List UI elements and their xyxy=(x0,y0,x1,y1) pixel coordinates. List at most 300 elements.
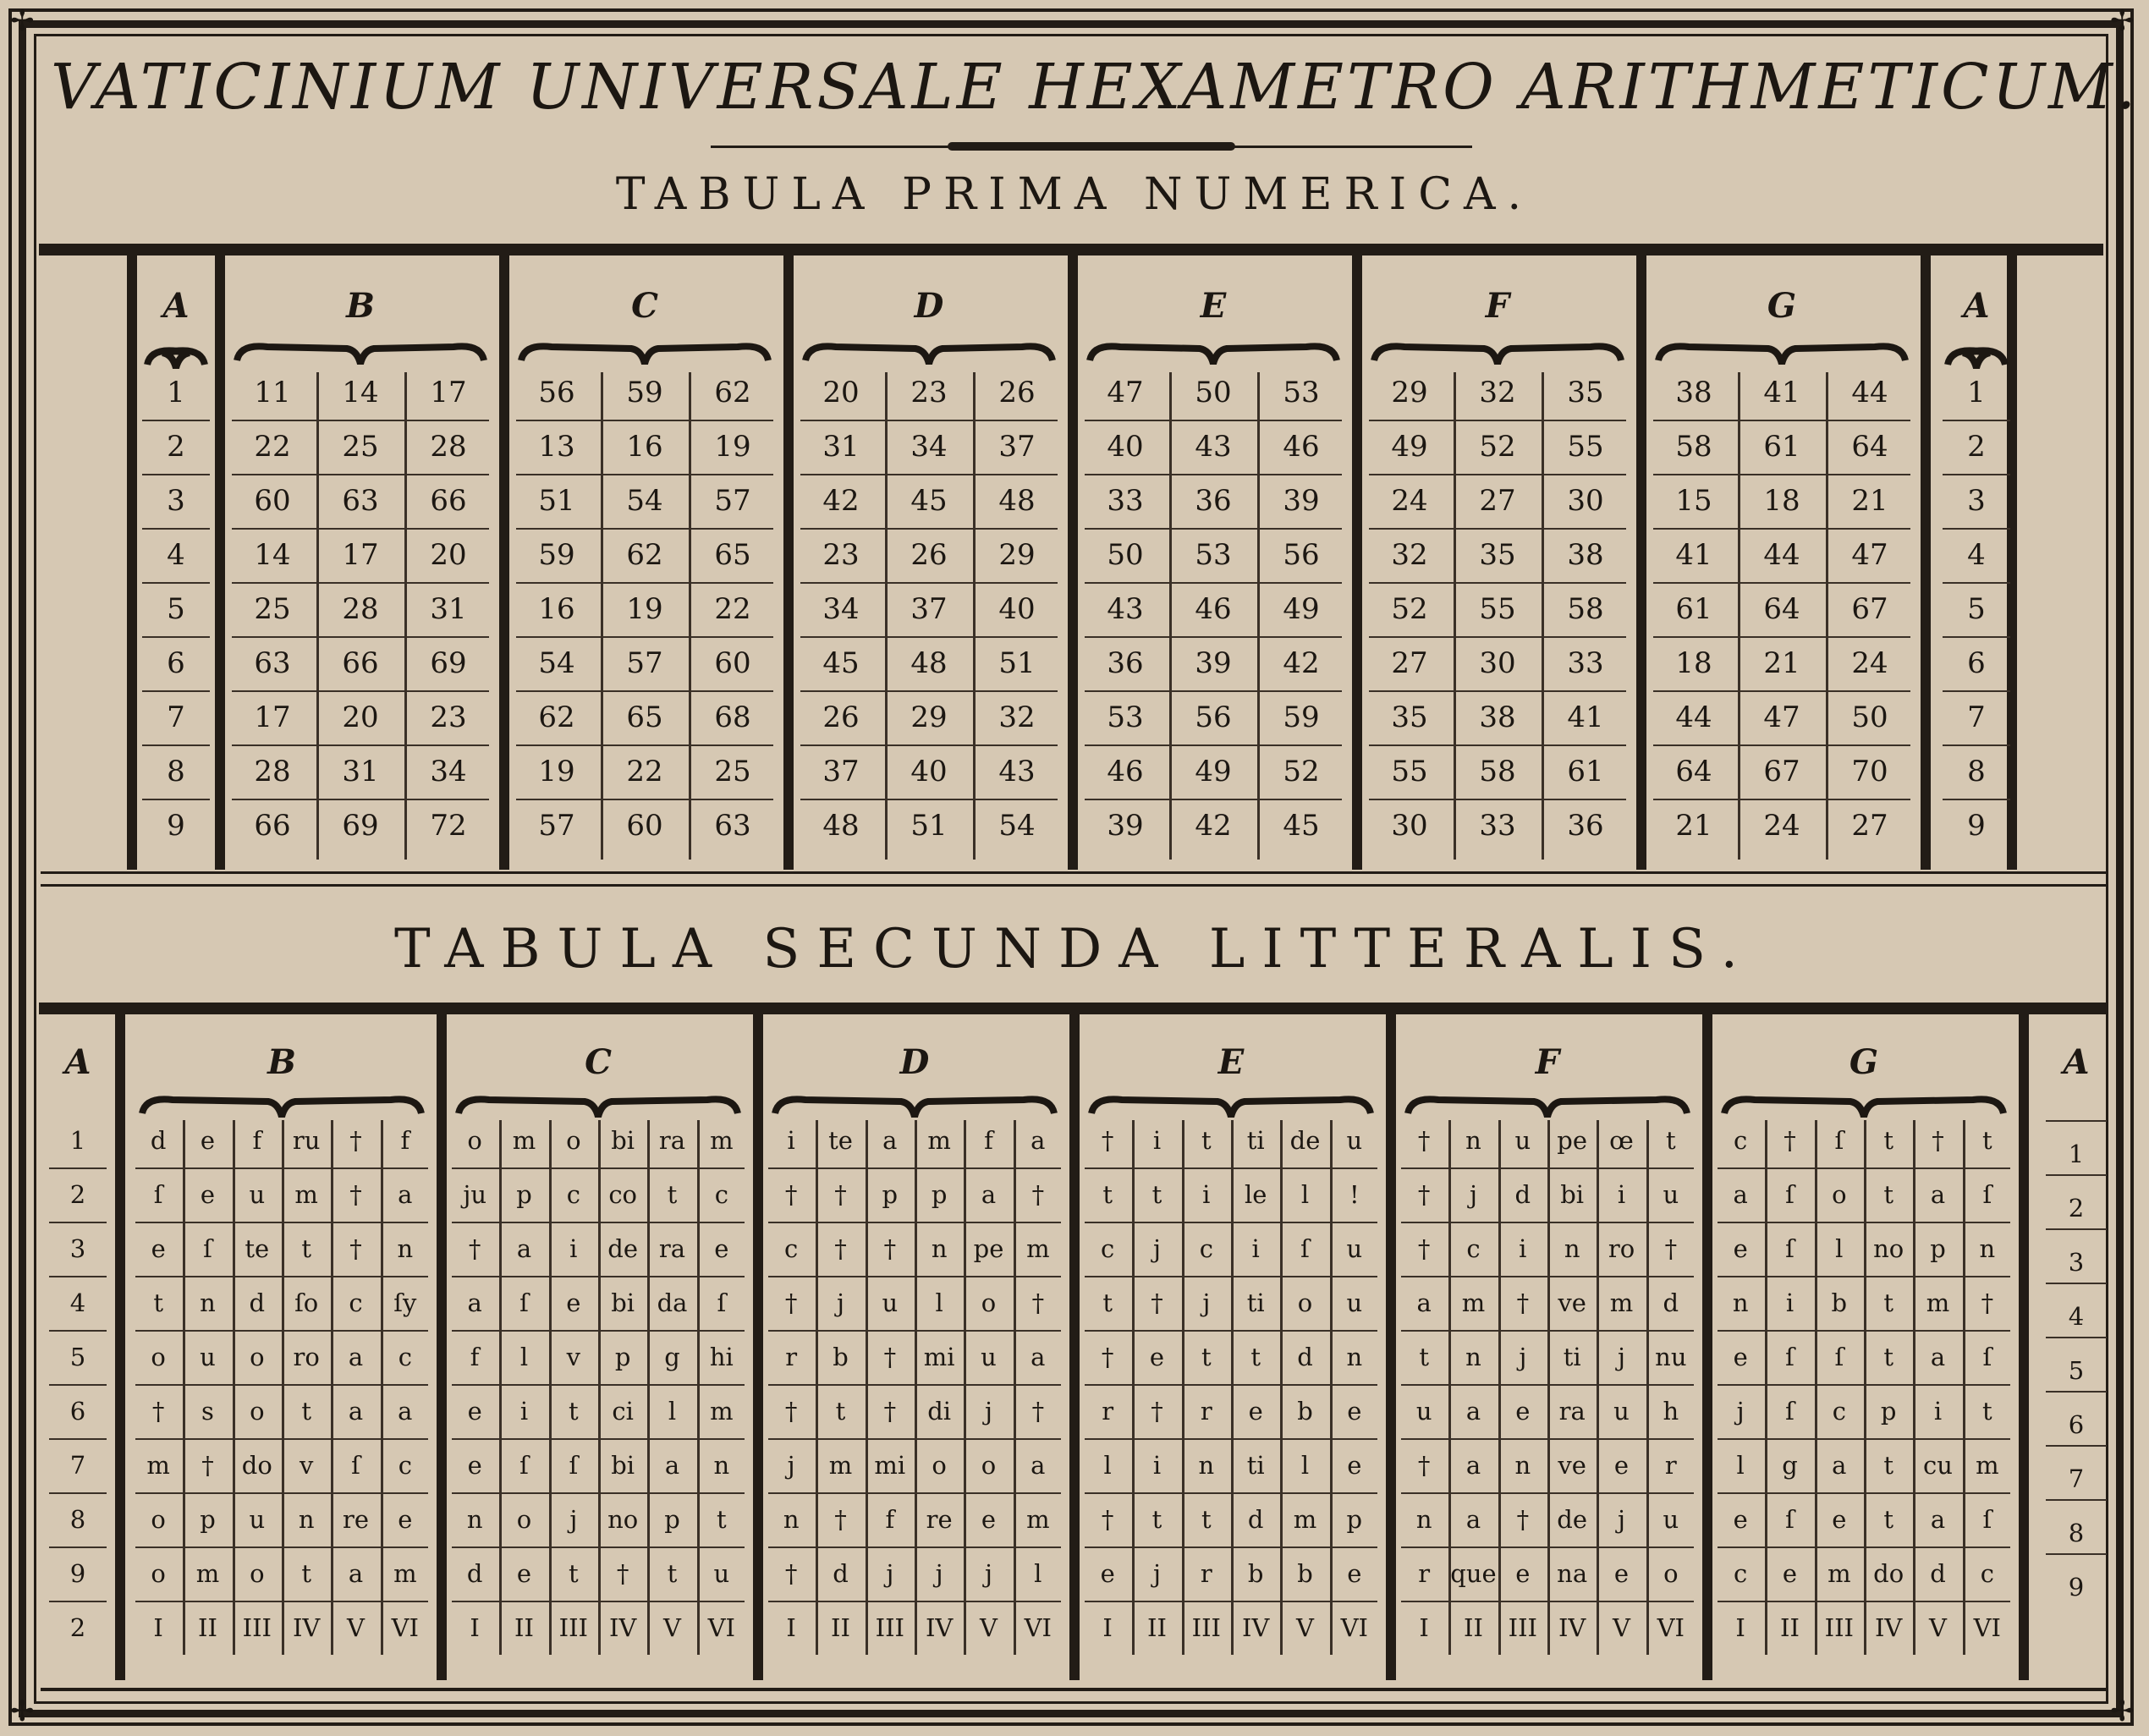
letter-cell: o xyxy=(1663,1559,1679,1588)
letter-cell: e xyxy=(467,1397,482,1426)
number-cell: 52 xyxy=(1391,592,1428,626)
letter-cell: j xyxy=(1519,1343,1527,1371)
number-cell: 19 xyxy=(626,592,663,626)
letter-cell: r xyxy=(1418,1559,1431,1588)
letter-cell: b xyxy=(1247,1559,1264,1588)
letter-cell: † xyxy=(784,1559,798,1588)
number-cell: 47 xyxy=(1107,376,1144,409)
number-cell: 44 xyxy=(1851,376,1888,409)
letter-cell: t xyxy=(1151,1505,1162,1534)
roman-numeral-cell: V xyxy=(980,1613,998,1642)
row-rule xyxy=(2046,1228,2107,1230)
letter-cell: ra xyxy=(658,1234,686,1263)
letter-cell: n xyxy=(1415,1505,1432,1534)
row-label: 9 xyxy=(69,1559,86,1588)
letter-cell: o xyxy=(516,1505,532,1534)
roman-numeral-cell: II xyxy=(831,1613,850,1642)
letter-cell: ſ xyxy=(1834,1126,1844,1155)
number-cell: 33 xyxy=(1107,484,1144,518)
page-title: VATICINIUM UNIVERSALE HEXAMETRO ARITHMETICUM. xyxy=(51,51,2140,124)
number-cell: 35 xyxy=(1567,376,1604,409)
number-cell: 48 xyxy=(998,484,1036,518)
letter-cell: ſ xyxy=(519,1451,529,1480)
letter-cell: m xyxy=(710,1397,734,1426)
letter-cell: e xyxy=(1733,1343,1748,1371)
letter-cell: c xyxy=(714,1180,728,1209)
letter-cell: c xyxy=(1832,1397,1846,1426)
letter-cell: b xyxy=(833,1343,849,1371)
row-rule xyxy=(2046,1391,2107,1393)
letter-cell: a xyxy=(467,1288,482,1317)
number-cell: 29 xyxy=(910,700,948,734)
number-cell: 49 xyxy=(1283,592,1320,626)
letter-cell: † xyxy=(1151,1288,1163,1317)
number-cell: 51 xyxy=(998,646,1036,680)
roman-numeral-cell: I xyxy=(786,1613,796,1642)
row-label-right: 2 xyxy=(2068,1194,2085,1222)
roman-numeral-cell: V xyxy=(1929,1613,1947,1642)
number-cell: 50 xyxy=(1195,376,1232,409)
row-rule xyxy=(2046,1499,2107,1501)
column-divider xyxy=(1636,254,1646,870)
letter-cell: na xyxy=(1557,1559,1588,1588)
group-header: G xyxy=(1849,1042,1879,1082)
roman-numeral-cell: V xyxy=(1296,1613,1314,1642)
letter-cell: e xyxy=(1733,1505,1748,1534)
letter-cell: j xyxy=(1617,1343,1625,1371)
letter-cell: n xyxy=(200,1288,216,1317)
letter-cell: m xyxy=(195,1559,220,1588)
row-rule xyxy=(1943,744,2010,746)
letter-cell: † xyxy=(784,1180,798,1209)
number-cell: 34 xyxy=(910,430,948,464)
letter-cell: o xyxy=(981,1288,997,1317)
number-cell: 29 xyxy=(998,538,1036,572)
number-cell: 45 xyxy=(822,646,860,680)
roman-numeral-cell: I xyxy=(470,1613,480,1642)
letter-cell: u xyxy=(1346,1126,1363,1155)
letter-cell: p xyxy=(1346,1505,1363,1534)
number-cell: 61 xyxy=(1675,592,1712,626)
section-divider xyxy=(41,871,2108,874)
letter-cell: l xyxy=(1736,1451,1745,1480)
table2-title: TABULA SECUNDA LITTERALIS. xyxy=(394,918,1755,981)
row-label-right: 6 xyxy=(2068,1410,2085,1439)
number-cell: 63 xyxy=(342,484,379,518)
letter-cell: † xyxy=(151,1397,165,1426)
letter-cell: i xyxy=(1152,1126,1162,1155)
letter-cell: ſo xyxy=(294,1288,319,1317)
column-divider xyxy=(437,1012,447,1680)
letter-cell: d xyxy=(150,1126,167,1155)
group-header: E xyxy=(1200,286,1227,326)
number-cell: 27 xyxy=(1851,809,1888,843)
letter-cell: n xyxy=(1198,1451,1215,1480)
letter-cell: e xyxy=(467,1451,482,1480)
number-cell: 15 xyxy=(1675,484,1712,518)
title-rule-ornament xyxy=(948,142,1235,151)
column-divider xyxy=(127,254,137,870)
number-cell: 25 xyxy=(342,430,379,464)
letter-cell: t xyxy=(1883,1288,1893,1317)
letter-cell: nu xyxy=(1655,1343,1687,1371)
letter-cell: n xyxy=(1514,1451,1531,1480)
letter-cell: † xyxy=(1417,1451,1431,1480)
number-cell: 30 xyxy=(1567,484,1604,518)
number-cell: 53 xyxy=(1107,700,1144,734)
group-header: C xyxy=(631,286,658,326)
column-divider xyxy=(499,254,509,870)
letter-cell: f xyxy=(252,1126,262,1155)
letter-cell: o xyxy=(250,1397,265,1426)
letter-cell: a xyxy=(1930,1343,1946,1371)
row-rule xyxy=(142,528,210,530)
number-cell: 64 xyxy=(1763,592,1800,626)
letter-cell: ſ xyxy=(1834,1343,1844,1371)
number-cell: 36 xyxy=(1195,484,1232,518)
number-cell: 41 xyxy=(1567,700,1604,734)
number-cell: 31 xyxy=(822,430,860,464)
roman-numeral-cell: IV xyxy=(925,1613,954,1642)
letter-cell: m xyxy=(828,1451,853,1480)
number-cell: 42 xyxy=(822,484,860,518)
letter-cell: œ xyxy=(1609,1126,1634,1155)
letter-cell: † xyxy=(883,1234,897,1263)
letter-cell: a xyxy=(882,1126,898,1155)
letter-cell: r xyxy=(1200,1559,1212,1588)
number-cell: 69 xyxy=(430,646,467,680)
letter-cell: que xyxy=(1450,1559,1497,1588)
group-header: D xyxy=(899,1042,930,1082)
row-label-right: 9 xyxy=(2068,1573,2085,1601)
row-label-right: 9 xyxy=(1967,809,1986,843)
number-cell: 59 xyxy=(1283,700,1320,734)
roman-numeral-cell: IV xyxy=(1241,1613,1270,1642)
letter-cell: u xyxy=(1346,1288,1363,1317)
letter-cell: † xyxy=(1031,1288,1045,1317)
letter-cell: c xyxy=(398,1451,412,1480)
letter-cell: i xyxy=(1519,1234,1527,1263)
letter-cell: u xyxy=(981,1343,997,1371)
letter-cell: f xyxy=(885,1505,895,1534)
letter-cell: † xyxy=(1101,1126,1114,1155)
letter-cell: te xyxy=(245,1234,270,1263)
letter-cell: o xyxy=(566,1126,581,1155)
row-label: 8 xyxy=(69,1505,86,1534)
number-cell: 55 xyxy=(1567,430,1604,464)
number-cell: 52 xyxy=(1283,755,1320,788)
number-cell: 27 xyxy=(1391,646,1428,680)
letter-cell: t xyxy=(1250,1343,1261,1371)
letter-cell: e xyxy=(1100,1559,1115,1588)
letter-cell: ſ xyxy=(153,1180,163,1209)
row-rule xyxy=(1943,474,2010,475)
letter-cell: † xyxy=(349,1234,362,1263)
number-cell: 57 xyxy=(626,646,663,680)
row-rule xyxy=(49,1438,107,1440)
roman-numeral-cell: I xyxy=(1735,1613,1745,1642)
letter-cell: l xyxy=(519,1343,529,1371)
roman-numeral-cell: II xyxy=(1780,1613,1800,1642)
number-cell: 23 xyxy=(822,538,860,572)
row-rule xyxy=(2046,1337,2107,1338)
letter-cell: e xyxy=(1733,1234,1748,1263)
letter-cell: do xyxy=(1873,1559,1904,1588)
letter-cell: bi xyxy=(1560,1180,1585,1209)
letter-cell: e xyxy=(1515,1559,1531,1588)
number-cell: 32 xyxy=(1479,376,1516,409)
letter-cell: a xyxy=(348,1397,364,1426)
letter-cell: n xyxy=(931,1234,948,1263)
letter-cell: c xyxy=(784,1234,799,1263)
number-cell: 49 xyxy=(1391,430,1428,464)
row-label: 9 xyxy=(167,809,185,843)
number-cell: 46 xyxy=(1107,755,1144,788)
letter-cell: n xyxy=(1465,1343,1481,1371)
letter-cell: a xyxy=(348,1343,364,1371)
letter-cell: l xyxy=(668,1397,677,1426)
letter-cell: ro xyxy=(1608,1234,1635,1263)
number-cell: 35 xyxy=(1479,538,1516,572)
number-cell: 58 xyxy=(1567,592,1604,626)
corner-ornament-top-right: ✢ xyxy=(2110,4,2135,38)
section-divider xyxy=(41,884,2108,887)
number-cell: 58 xyxy=(1479,755,1516,788)
letter-cell: e xyxy=(200,1180,216,1209)
letter-cell: e xyxy=(1613,1559,1630,1588)
letter-cell: j xyxy=(1152,1234,1161,1263)
roman-numeral-cell: I xyxy=(1102,1613,1113,1642)
letter-cell: t xyxy=(1883,1126,1893,1155)
letter-cell: ſ xyxy=(1785,1180,1794,1209)
letter-cell: m xyxy=(1026,1505,1050,1534)
letter-cell: p xyxy=(200,1505,216,1534)
column-divider xyxy=(1702,1012,1712,1680)
number-cell: 37 xyxy=(910,592,948,626)
letter-cell: m xyxy=(294,1180,318,1209)
letter-cell: a xyxy=(1832,1451,1847,1480)
letter-cell: e xyxy=(516,1559,532,1588)
letter-cell: i xyxy=(1202,1180,1211,1209)
row-rule xyxy=(49,1276,107,1277)
roman-numeral-cell: I xyxy=(153,1613,163,1642)
number-cell: 62 xyxy=(538,700,575,734)
letter-cell: c xyxy=(1466,1234,1481,1263)
column-divider xyxy=(2019,1012,2029,1680)
letter-cell: ſ xyxy=(519,1288,529,1317)
number-cell: 19 xyxy=(714,430,751,464)
letter-cell: † xyxy=(201,1451,214,1480)
letter-cell: † xyxy=(834,1180,847,1209)
letter-cell: u xyxy=(1415,1397,1432,1426)
letter-cell: ti xyxy=(1246,1126,1265,1155)
number-cell: 26 xyxy=(910,538,948,572)
row-label: 2 xyxy=(69,1613,86,1642)
row-rule xyxy=(1943,799,2010,800)
letter-cell: o xyxy=(151,1559,166,1588)
letter-cell: de xyxy=(1289,1126,1321,1155)
group-header: B xyxy=(267,1042,296,1082)
letter-cell: ru xyxy=(292,1126,321,1155)
row-rule xyxy=(1943,636,2010,638)
letter-cell: u xyxy=(1663,1180,1679,1209)
letter-cell: e xyxy=(1149,1343,1165,1371)
number-cell: 21 xyxy=(1675,809,1712,843)
letter-cell: n xyxy=(783,1505,800,1534)
letter-cell: h xyxy=(1663,1397,1679,1426)
letter-cell: g xyxy=(664,1343,680,1371)
letter-cell: ſ xyxy=(1982,1343,1992,1371)
letter-cell: d xyxy=(833,1559,849,1588)
letter-cell: c xyxy=(1734,1559,1748,1588)
letter-cell: † xyxy=(883,1343,897,1371)
letter-cell: p xyxy=(1880,1397,1897,1426)
number-cell: 47 xyxy=(1851,538,1888,572)
number-cell: 31 xyxy=(430,592,467,626)
number-cell: 61 xyxy=(1567,755,1604,788)
letter-cell: a xyxy=(348,1559,364,1588)
letter-cell: t xyxy=(1102,1180,1113,1209)
roman-numeral-cell: II xyxy=(514,1613,534,1642)
letter-cell: a xyxy=(1465,1505,1481,1534)
number-cell: 32 xyxy=(998,700,1036,734)
number-cell: 67 xyxy=(1851,592,1888,626)
number-cell: 44 xyxy=(1675,700,1712,734)
letter-cell: p xyxy=(614,1343,631,1371)
letter-cell: o xyxy=(151,1343,166,1371)
letter-cell: e xyxy=(1347,1397,1362,1426)
row-rule xyxy=(2046,1553,2107,1555)
number-cell: 26 xyxy=(822,700,860,734)
number-cell: 22 xyxy=(626,755,663,788)
number-cell: 24 xyxy=(1763,809,1800,843)
letter-cell: † xyxy=(1664,1234,1678,1263)
number-cell: 34 xyxy=(430,755,467,788)
number-cell: 48 xyxy=(822,809,860,843)
letter-cell: t xyxy=(568,1397,579,1426)
number-cell: 35 xyxy=(1391,700,1428,734)
number-cell: 25 xyxy=(714,755,751,788)
column-divider xyxy=(1069,1012,1080,1680)
letter-cell: † xyxy=(883,1397,897,1426)
letter-cell: ſ xyxy=(203,1234,212,1263)
letter-cell: t xyxy=(301,1397,311,1426)
letter-cell: mi xyxy=(874,1451,906,1480)
letter-cell: a xyxy=(1733,1180,1748,1209)
letter-cell: t xyxy=(835,1397,846,1426)
letter-cell: t xyxy=(1883,1451,1893,1480)
number-cell: 56 xyxy=(1283,538,1320,572)
row-rule xyxy=(142,420,210,421)
row-label: 2 xyxy=(69,1180,86,1209)
letter-cell: t xyxy=(1665,1126,1676,1155)
number-cell: 66 xyxy=(254,809,291,843)
number-cell: 62 xyxy=(714,376,751,409)
row-rule xyxy=(49,1601,107,1602)
row-rule xyxy=(142,744,210,746)
corner-ornament-bottom-right: ✢ xyxy=(2110,1695,2135,1728)
letter-cell: n xyxy=(466,1505,483,1534)
number-cell: 17 xyxy=(342,538,379,572)
letter-cell: e xyxy=(200,1126,216,1155)
number-cell: 39 xyxy=(1283,484,1320,518)
number-cell: 64 xyxy=(1675,755,1712,788)
letter-cell: m xyxy=(1827,1559,1851,1588)
letter-cell: l xyxy=(1300,1451,1310,1480)
letter-cell: t xyxy=(1201,1126,1212,1155)
letter-cell: e xyxy=(398,1505,413,1534)
row-rule xyxy=(49,1492,107,1494)
letter-cell: te xyxy=(828,1126,853,1155)
column-divider xyxy=(1386,1012,1396,1680)
number-cell: 57 xyxy=(714,484,751,518)
row-rule xyxy=(142,690,210,692)
letter-cell: i xyxy=(519,1397,529,1426)
number-cell: 22 xyxy=(254,430,291,464)
group-header: C xyxy=(585,1042,612,1082)
number-cell: 36 xyxy=(1107,646,1144,680)
number-cell: 43 xyxy=(1195,430,1232,464)
roman-numeral-cell: IV xyxy=(608,1613,637,1642)
column-divider xyxy=(115,1012,125,1680)
roman-numeral-cell: III xyxy=(875,1613,904,1642)
number-cell: 20 xyxy=(822,376,860,409)
number-cell: 51 xyxy=(538,484,575,518)
letter-cell: re xyxy=(926,1505,953,1534)
row-label-right: 6 xyxy=(1967,646,1986,680)
number-cell: 46 xyxy=(1195,592,1232,626)
letter-cell: a xyxy=(1416,1288,1432,1317)
row-label: 5 xyxy=(167,592,185,626)
number-cell: 63 xyxy=(254,646,291,680)
roman-numeral-cell: VI xyxy=(1973,1613,2002,1642)
letter-cell: j xyxy=(569,1505,578,1534)
letter-cell: a xyxy=(1465,1397,1481,1426)
row-label: 7 xyxy=(167,700,185,734)
column-divider xyxy=(1068,254,1078,870)
letter-cell: ſ xyxy=(1982,1505,1992,1534)
row-rule xyxy=(1943,690,2010,692)
letter-cell: c xyxy=(349,1288,363,1317)
letter-cell: ve xyxy=(1558,1288,1586,1317)
letter-cell: l xyxy=(1835,1234,1844,1263)
letter-cell: † xyxy=(1417,1180,1431,1209)
column-divider xyxy=(215,254,225,870)
number-cell: 39 xyxy=(1195,646,1232,680)
letter-cell: e xyxy=(1248,1397,1263,1426)
row-label-right: 2 xyxy=(1967,430,1986,464)
row-label-right: 4 xyxy=(1967,538,1986,572)
letter-cell: † xyxy=(349,1126,362,1155)
letter-cell: n xyxy=(1732,1288,1749,1317)
row-label: 5 xyxy=(69,1343,86,1371)
number-cell: 59 xyxy=(626,376,663,409)
group-header: F xyxy=(1485,286,1510,326)
number-cell: 44 xyxy=(1763,538,1800,572)
letter-cell: v xyxy=(299,1451,314,1480)
letter-cell: d xyxy=(1247,1505,1264,1534)
number-cell: 14 xyxy=(342,376,379,409)
letter-cell: u xyxy=(1346,1234,1363,1263)
number-cell: 40 xyxy=(910,755,948,788)
group-header: D xyxy=(914,286,944,326)
roman-numeral-cell: I xyxy=(1419,1613,1429,1642)
number-cell: 41 xyxy=(1675,538,1712,572)
letter-cell: ſ xyxy=(1785,1505,1794,1534)
row-label: 7 xyxy=(69,1451,86,1480)
letter-cell: c xyxy=(566,1180,580,1209)
row-label: 6 xyxy=(69,1397,86,1426)
